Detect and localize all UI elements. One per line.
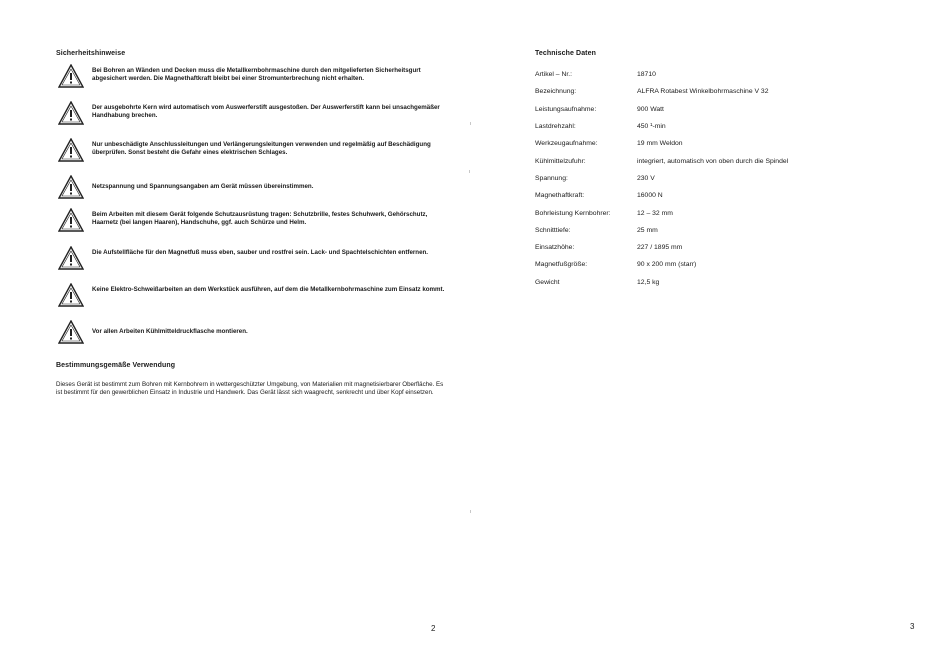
tech-label: Lastdrehzahl:	[535, 123, 576, 131]
tech-data-title: Technische Daten	[535, 50, 596, 57]
tech-value: ALFRA Rotabest Winkelbohrmaschine V 32	[637, 88, 769, 96]
warning-text: Netzspannung und Spannungsangaben am Gerät müssen übereinstimmen.	[92, 183, 314, 190]
tech-label: Magnethaftkraft:	[535, 192, 585, 200]
tech-value: 230 V	[637, 174, 655, 182]
table-row	[535, 101, 915, 118]
tech-label: Kühlmittelzufuhr:	[535, 157, 586, 165]
tech-value: 900 Watt	[637, 105, 664, 113]
warning-item	[58, 283, 458, 320]
table-row	[535, 83, 915, 100]
tech-value: 450 ¹-min	[637, 123, 666, 131]
warning-text: Die Aufstellfläche für den Magnetfuß muss eben, sauber und rostfrei sein. Lack- und Spachtelschichten entfernen.	[92, 249, 429, 256]
warning-item	[58, 320, 458, 350]
warning-text: Nur unbeschädigte Anschlussleitungen und Verlängerungsleitungen verwenden und regelmäßig auf Beschädigung überprüfen. Sonst besteht die Gefahr eines elektrischen Schlages.	[92, 141, 431, 156]
scan-mark	[469, 170, 470, 173]
table-row	[535, 204, 915, 221]
tech-label: Gewicht	[535, 278, 560, 286]
warning-item	[58, 64, 458, 101]
table-row	[535, 239, 915, 256]
table-row	[535, 256, 915, 273]
warning-text: Bei Bohren an Wänden und Decken muss die Metallkernbohrmaschine durch den mitgelieferten Sicherheitsgurt abgesichert werden. Die Magnethaftkraft bleibt bei einer Stromunterbrechung nicht erhalten.	[92, 67, 421, 82]
warning-item	[58, 138, 458, 175]
table-row	[535, 170, 915, 187]
warning-triangle-icon	[58, 175, 84, 199]
usage-section-title: Bestimmungsgemäße Verwendung	[56, 362, 176, 369]
tech-value: 18710	[637, 71, 656, 79]
tech-data-table	[535, 66, 915, 291]
page-number-right: 3	[910, 622, 915, 631]
tech-value: 90 x 200 mm (starr)	[637, 261, 697, 269]
table-row	[535, 66, 915, 83]
tech-value: 12,5 kg	[637, 278, 660, 286]
warning-triangle-icon	[58, 320, 84, 344]
warning-item	[58, 101, 458, 138]
table-row	[535, 152, 915, 169]
tech-value: 12 – 32 mm	[637, 209, 673, 217]
warning-item	[58, 246, 458, 283]
warning-triangle-icon	[58, 101, 84, 125]
table-row	[535, 135, 915, 152]
tech-label: Magnetfußgröße:	[535, 261, 588, 269]
warnings-list	[58, 64, 458, 350]
warning-triangle-icon	[58, 64, 84, 88]
warning-item	[58, 208, 458, 246]
table-row	[535, 118, 915, 135]
warning-text: Beim Arbeiten mit diesem Gerät folgende Schutzausrüstung tragen: Schutzbrille, festes Schuhwerk, Gehörschutz, Haarnetz (bei langen Haaren), Handschuhe, ggf. auch Schürze und Helm.	[92, 211, 428, 226]
tech-label: Werkzeugaufnahme:	[535, 140, 598, 148]
table-row	[535, 274, 915, 291]
page-number-left: 2	[431, 624, 436, 633]
scan-mark	[470, 122, 471, 125]
tech-label: Schnitttiefe:	[535, 226, 571, 234]
warning-text: Der ausgebohrte Kern wird automatisch vom Auswerferstift ausgestoßen. Der Auswerferstift kann bei unsachgemäßer Handhabung brechen.	[92, 104, 440, 119]
warning-triangle-icon	[58, 208, 84, 232]
tech-value: integriert, automatisch von oben durch die Spindel	[637, 157, 789, 165]
warning-text: Keine Elektro-Schweißarbeiten an dem Werkstück ausführen, auf dem die Metallkernbohrmaschine zum Einsatz kommt.	[92, 286, 445, 293]
tech-label: Bezeichnung:	[535, 88, 577, 96]
tech-value: 227 / 1895 mm	[637, 244, 683, 252]
tech-label: Spannung:	[535, 174, 568, 182]
scan-mark	[470, 510, 471, 513]
tech-value: 16000 N	[637, 192, 663, 200]
tech-value: 19 mm Weldon	[637, 140, 683, 148]
table-row	[535, 222, 915, 239]
warning-triangle-icon	[58, 138, 84, 162]
warning-triangle-icon	[58, 246, 84, 270]
tech-label: Einsatzhöhe:	[535, 244, 575, 252]
warning-text: Vor allen Arbeiten Kühlmitteldruckflasche montieren.	[92, 328, 248, 335]
warning-item	[58, 175, 458, 208]
tech-label: Artikel – Nr.:	[535, 71, 573, 79]
safety-section-title: Sicherheitshinweise	[56, 50, 126, 57]
tech-value: 25 mm	[637, 226, 658, 234]
tech-label: Bohrleistung Kernbohrer:	[535, 209, 611, 217]
tech-label: Leistungsaufnahme:	[535, 105, 597, 113]
table-row	[535, 187, 915, 204]
warning-triangle-icon	[58, 283, 84, 307]
right-page	[475, 0, 950, 672]
usage-text: Dieses Gerät ist bestimmt zum Bohren mit Kernbohrern in wettergeschützter Umgebung, von Materialien mit magnetisierbarer Oberfläche. Es ist bestimmt für den gewerblichen Einsatz in Industrie und Handwerk. Das Gerät lässt sich waagrecht, senkrecht und über Kopf einsetzen.	[56, 381, 444, 396]
